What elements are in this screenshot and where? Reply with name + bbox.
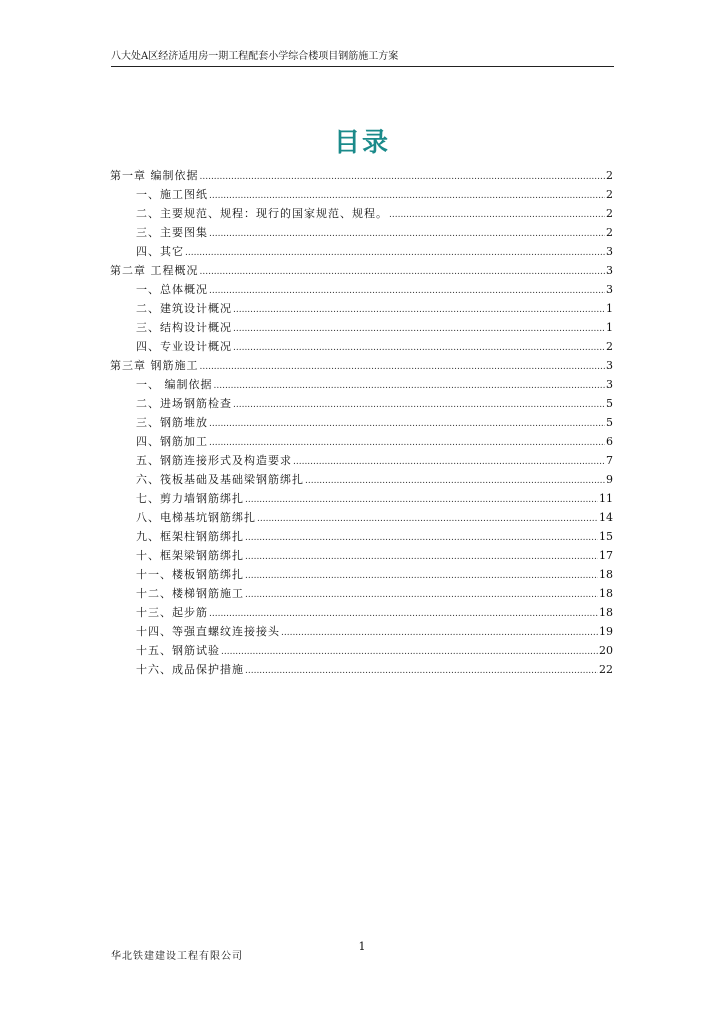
toc-section-entry[interactable]	[110, 413, 613, 432]
toc-entry-page: 3	[606, 359, 613, 372]
toc-entry-page: 2	[606, 188, 613, 201]
toc-entry-page: 2	[606, 340, 613, 353]
toc-entry-title: 四、专业设计概况	[136, 340, 232, 353]
toc-entry-page: 15	[599, 530, 613, 543]
toc-entry-title: 九、框架柱钢筋绑扎	[136, 530, 244, 543]
toc-entry-page: 22	[599, 663, 613, 676]
toc-section-entry[interactable]	[110, 318, 613, 337]
toc-entry-title: 十二、楼梯钢筋施工	[136, 587, 244, 600]
toc-dot-leader	[293, 453, 605, 472]
toc-section-entry[interactable]	[110, 489, 613, 508]
toc-section-entry[interactable]	[110, 584, 613, 603]
toc-entry-page: 5	[606, 416, 613, 429]
toc-entry-page: 2	[606, 169, 613, 182]
toc-entry-title: 一、施工图纸	[136, 188, 208, 201]
toc-dot-leader	[233, 301, 605, 320]
toc-entry-title: 一、 编制依据	[136, 378, 213, 391]
toc-entry-page: 11	[599, 492, 613, 505]
toc-dot-leader	[245, 586, 598, 605]
toc-section-entry[interactable]	[110, 527, 613, 546]
toc-dot-leader	[281, 624, 598, 643]
toc-section-entry[interactable]	[110, 299, 613, 318]
toc-entry-title: 二、建筑设计概况	[136, 302, 232, 315]
toc-dot-leader	[305, 472, 605, 491]
toc-section-entry[interactable]	[110, 546, 613, 565]
toc-entry-title: 第一章 编制依据	[110, 169, 199, 182]
toc-entry-page: 7	[606, 454, 613, 467]
toc-entry-page: 9	[606, 473, 613, 486]
toc-entry-title: 三、钢筋堆放	[136, 416, 208, 429]
toc-dot-leader	[245, 529, 598, 548]
toc-section-entry[interactable]	[110, 603, 613, 622]
table-of-contents	[110, 166, 613, 679]
toc-entry-title: 八、电梯基坑钢筋绑扎	[136, 511, 256, 524]
toc-entry-page: 3	[606, 378, 613, 391]
toc-entry-page: 3	[606, 283, 613, 296]
toc-entry-page: 6	[606, 435, 613, 448]
toc-entry-title: 四、其它	[136, 245, 184, 258]
toc-entry-page: 14	[599, 511, 613, 524]
toc-section-entry[interactable]	[110, 337, 613, 356]
toc-entry-page: 18	[599, 568, 613, 581]
header-divider	[111, 66, 614, 67]
toc-entry-title: 十六、成品保护措施	[136, 663, 244, 676]
toc-entry-title: 三、主要图集	[136, 226, 208, 239]
toc-entry-title: 十、框架梁钢筋绑扎	[136, 549, 244, 562]
toc-section-entry[interactable]	[110, 565, 613, 584]
toc-section-entry[interactable]	[110, 660, 613, 679]
toc-entry-title: 二、主要规范、规程：现行的国家规范、规程。	[136, 207, 388, 220]
toc-entry-title: 第二章 工程概况	[110, 264, 199, 277]
toc-dot-leader	[245, 662, 598, 681]
toc-entry-title: 第三章 钢筋施工	[110, 359, 199, 372]
toc-entry-title: 七、剪力墙钢筋绑扎	[136, 492, 244, 505]
toc-section-entry[interactable]	[110, 204, 613, 223]
toc-entry-title: 五、钢筋连接形式及构造要求	[136, 454, 292, 467]
toc-dot-leader	[233, 339, 605, 358]
toc-section-entry[interactable]	[110, 641, 613, 660]
toc-chapter-entry[interactable]	[110, 261, 613, 280]
toc-dot-leader	[200, 168, 606, 187]
toc-entry-page: 2	[606, 207, 613, 220]
toc-section-entry[interactable]	[110, 280, 613, 299]
toc-entry-title: 二、进场钢筋检查	[136, 397, 232, 410]
toc-entry-page: 18	[599, 587, 613, 600]
toc-dot-leader	[200, 263, 606, 282]
toc-dot-leader	[233, 320, 605, 339]
toc-dot-leader	[245, 567, 598, 586]
toc-section-entry[interactable]	[110, 622, 613, 641]
toc-entry-page: 3	[606, 264, 613, 277]
toc-entry-page: 17	[599, 549, 613, 562]
toc-dot-leader	[221, 643, 598, 662]
page-footer: 华北铁建建设工程有限公司	[111, 951, 243, 962]
toc-section-entry[interactable]	[110, 223, 613, 242]
toc-chapter-entry[interactable]	[110, 166, 613, 185]
toc-dot-leader	[245, 548, 598, 567]
toc-entry-page: 1	[606, 321, 613, 334]
toc-section-entry[interactable]	[110, 242, 613, 261]
toc-section-entry[interactable]	[110, 432, 613, 451]
toc-section-entry[interactable]	[110, 470, 613, 489]
toc-chapter-entry[interactable]	[110, 356, 613, 375]
toc-dot-leader	[185, 244, 605, 263]
toc-dot-leader	[245, 491, 598, 510]
page-header: 八大处A区经济适用房一期工程配套小学综合楼项目钢筋施工方案	[111, 51, 399, 62]
toc-entry-title: 三、结构设计概况	[136, 321, 232, 334]
toc-dot-leader	[389, 206, 605, 225]
toc-dot-leader	[209, 225, 605, 244]
toc-dot-leader	[214, 377, 606, 396]
toc-entry-page: 19	[599, 625, 613, 638]
page-number: 1	[358, 940, 366, 953]
toc-entry-title: 十五、钢筋试验	[136, 644, 220, 657]
toc-entry-page: 2	[606, 226, 613, 239]
toc-dot-leader	[200, 358, 606, 377]
toc-entry-page: 5	[606, 397, 613, 410]
toc-entry-page: 3	[606, 245, 613, 258]
toc-section-entry[interactable]	[110, 451, 613, 470]
toc-entry-page: 18	[599, 606, 613, 619]
toc-entry-title: 六、筏板基础及基础梁钢筋绑扎	[136, 473, 304, 486]
toc-entry-page: 1	[606, 302, 613, 315]
toc-entry-title: 十三、起步筋	[136, 606, 208, 619]
toc-section-entry[interactable]	[110, 508, 613, 527]
toc-entry-title: 一、总体概况	[136, 283, 208, 296]
toc-dot-leader	[209, 282, 605, 301]
toc-entry-title: 十一、楼板钢筋绑扎	[136, 568, 244, 581]
toc-dot-leader	[233, 396, 605, 415]
toc-title: 目录	[333, 128, 390, 158]
toc-section-entry[interactable]	[110, 185, 613, 204]
toc-entry-title: 四、钢筋加工	[136, 435, 208, 448]
toc-section-entry[interactable]	[110, 375, 613, 394]
toc-entry-title: 十四、等强直螺纹连接接头	[136, 625, 280, 638]
toc-section-entry[interactable]	[110, 394, 613, 413]
toc-entry-page: 20	[599, 644, 613, 657]
toc-dot-leader	[257, 510, 598, 529]
toc-dot-leader	[209, 415, 605, 434]
